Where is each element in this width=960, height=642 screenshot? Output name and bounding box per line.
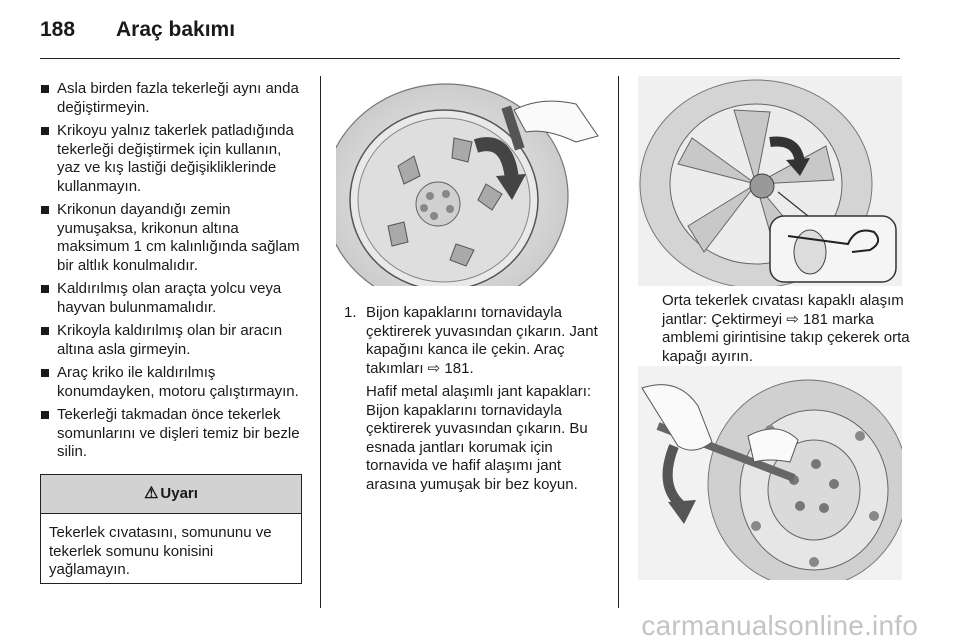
bullet-icon [41,206,49,214]
step-alloy-text: Hafif metal alaşımlı jant kapakları: Bijon kapaklarını tornavidayla çektirerek yuvasından çıkarın. Bu esnada jantları korumak için tornavida ve hafif alaşımı jant arasına yumuşak bir bez koyun. [366,383,592,493]
list-item: Krikoyu yalnız takerlek patladığında tekerleği değiştirmek için kullanın, yaz ve kış lastiği değişikliklerinde kullanmayın. [40,122,306,196]
list-item: Araç kriko ile kaldırılmış konumdayken, motoru çalıştırmayın. [40,364,306,401]
list-item: Krikoyla kaldırılmış olan bir aracın altına asla girmeyin. [40,322,306,359]
warning-box [40,474,302,584]
warning-triangle-icon: ⚠ [144,485,159,502]
safety-list [40,80,306,462]
center-cap-instruction: Orta tekerlek cıvatası kapaklı alaşım jantlar: Çektirmeyi ⇨ 181 marka amblemi girintisine takıp çekerek orta kapağı ayırın. [662,292,910,365]
column-divider-left [320,76,321,608]
list-item: Krikonun dayandığı zemin yumuşaksa, krikonun altına maksimum 1 cm kalınlığında sağlam bir altlık konulmalıdır. [40,201,306,275]
instruction-steps [344,304,612,499]
wheel-nut-wrench-illustration [638,366,902,580]
warning-header [41,475,301,514]
list-item: Tekerleği takmadan önce tekerlek somunlarını ve dişleri temiz bir bezle silin. [40,406,306,462]
warning-text: Tekerlek cıvatasını, somununu ve tekerlek somunu konisini yağlamayın. [49,524,272,578]
alloy-center-cap-illustration [638,76,902,286]
watermark: carmanualsonline.info [641,610,918,641]
hubcap-removal-illustration [336,76,604,286]
page-number: 188 [40,18,76,41]
bullet-icon [41,285,49,293]
step-number: 1. [344,304,357,321]
bullet-icon [41,411,49,419]
list-item: Asla birden fazla tekerleği aynı anda değiştirmeyin. [40,80,306,117]
bullet-icon [41,369,49,377]
safety-list-column [40,80,306,467]
warning-title: Uyarı [160,485,198,502]
step-main-text: Bijon kapaklarını tornavidayla çektirerek yuvasından çıkarın. Jant kapağını kanca ile çekin. Araç takımları ⇨ 181. [366,304,598,377]
list-item: Kaldırılmış olan araçta yolcu veya hayvan bulunmamalıdır. [40,280,306,317]
bullet-icon [41,85,49,93]
column-divider-right [618,76,619,608]
bullet-icon [41,127,49,135]
header-rule [40,58,900,59]
bullet-icon [41,327,49,335]
page-title: Araç bakımı [116,18,236,41]
